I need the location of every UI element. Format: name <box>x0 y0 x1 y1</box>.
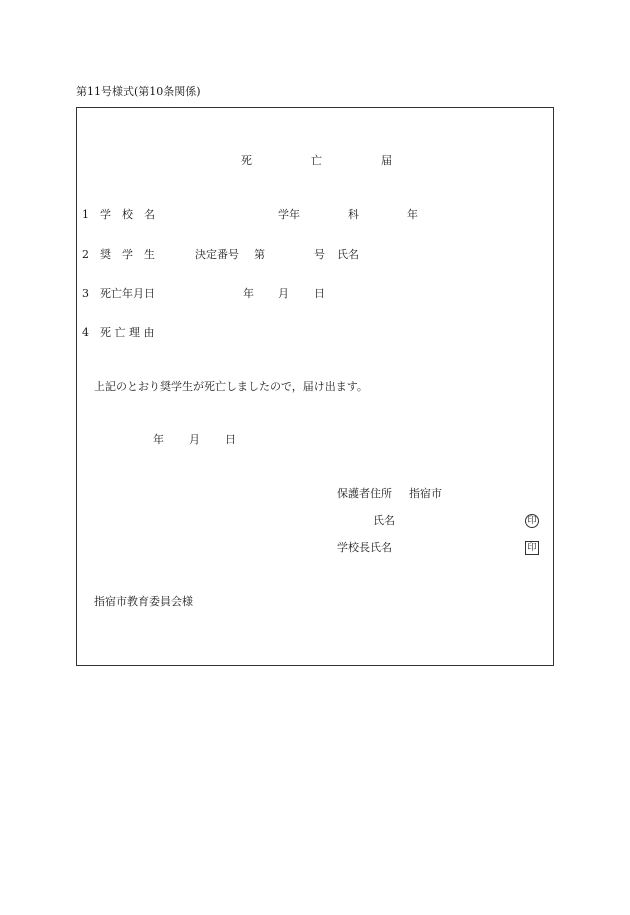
round-seal-icon: 印 <box>525 514 539 528</box>
go-label: 号 <box>314 248 325 261</box>
form-number: 第11号様式(第10条関係) <box>76 85 201 98</box>
school-name-label: 学 校 名 <box>100 208 155 221</box>
dai-label: 第 <box>254 248 265 261</box>
guardian-address-value: 指宿市 <box>409 487 442 500</box>
item-3-number: 3 <box>82 287 89 300</box>
death-day-label: 日 <box>314 287 325 300</box>
grade-label: 学年 <box>278 208 300 221</box>
square-seal-icon: 印 <box>525 541 539 555</box>
year-label: 年 <box>407 208 418 221</box>
title-char-2: 亡 <box>311 154 322 167</box>
date-day-label: 日 <box>225 433 236 446</box>
addressee: 指宿市教育委員会様 <box>94 595 193 608</box>
statement-text: 上記のとおり奨学生が死亡しましたので，届け出ます。 <box>94 380 368 393</box>
death-date-label: 死亡年月日 <box>100 287 155 300</box>
item-2-number: 2 <box>82 248 89 261</box>
death-year-label: 年 <box>243 287 254 300</box>
title-char-1: 死 <box>241 154 252 167</box>
guardian-name-label: 氏名 <box>373 514 395 527</box>
scholarship-student-label: 奨 学 生 <box>100 248 155 261</box>
guardian-address-label: 保護者住所 <box>337 487 392 500</box>
death-month-label: 月 <box>278 287 289 300</box>
item-1-number: 1 <box>82 208 89 221</box>
date-month-label: 月 <box>189 433 200 446</box>
course-label: 科 <box>348 208 359 221</box>
principal-name-label: 学校長氏名 <box>337 541 392 554</box>
title-char-3: 届 <box>381 154 392 167</box>
date-year-label: 年 <box>153 433 164 446</box>
student-name-label: 氏名 <box>337 248 359 261</box>
item-4-number: 4 <box>82 326 89 339</box>
death-reason-label: 死 亡 理 由 <box>100 326 155 339</box>
decision-number-label: 決定番号 <box>195 248 239 261</box>
